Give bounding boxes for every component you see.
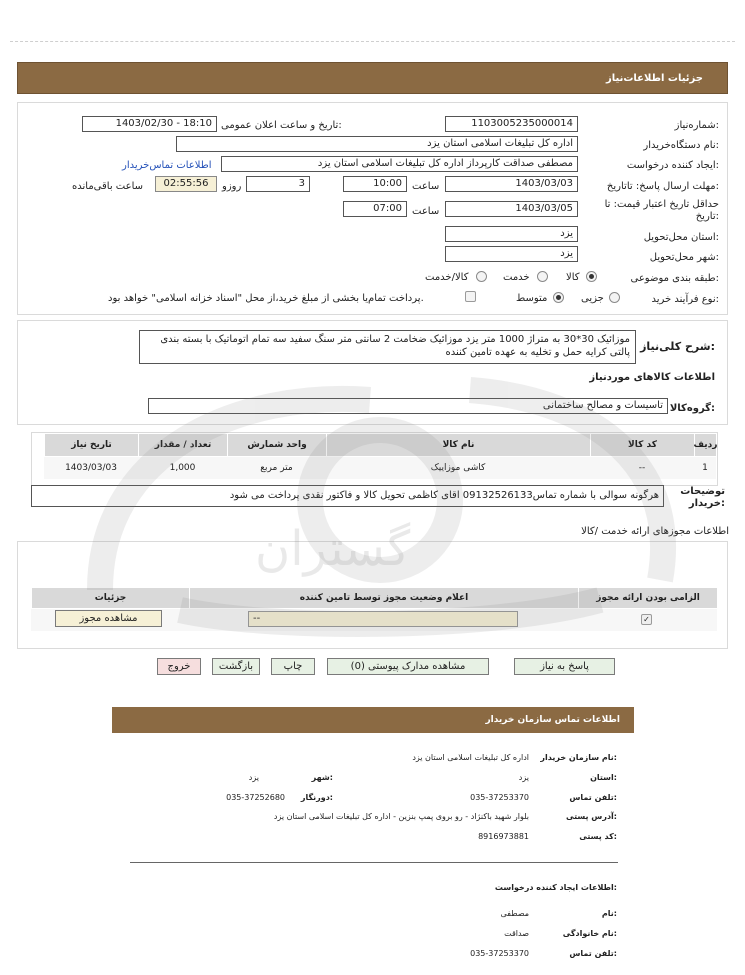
category-radio-service[interactable]: [537, 271, 548, 282]
contact-postal-value: 8916973881: [478, 832, 529, 841]
days-label: روزو: [222, 181, 242, 192]
cell-row: 1: [702, 463, 708, 473]
process-radio-medium[interactable]: [553, 292, 564, 303]
permits-table-header: [31, 588, 717, 608]
creator-family-value: صداقت: [504, 929, 529, 938]
creator-name-value: مصطفی: [500, 909, 529, 918]
validity-label: حداقل تاریخ اعتبار قیمت: تا تاریخ:: [604, 199, 719, 222]
validity-time-field: 07:00: [343, 201, 407, 217]
treasury-checkbox[interactable]: [465, 291, 476, 302]
process-option-minor: جزیی: [581, 293, 604, 304]
payment-note: پرداخت تمام‌یا بخشی از مبلغ خرید،از محل "اسناد خزانه اسلامی" خواهد بود.: [108, 293, 424, 304]
cell-name: کاشی موزاییک: [430, 463, 486, 473]
summary-text: موزائیک 30*30 به متراژ 1000 متر یزد موزائیک ضخامت 2 سانتی متر سنگ سفید سه تمام اتوماتیک با بسته بندی پالتی کرایه حمل و تخلیه به عهده تامین کننده: [139, 330, 636, 364]
col-permit-required: الزامی بودن ارائه مجوز: [578, 588, 717, 608]
goods-table-header: [44, 434, 716, 456]
print-button[interactable]: چاپ: [271, 658, 315, 675]
contact-postal-label: کد پستی:: [579, 832, 617, 841]
validity-time-label: ساعت: [412, 206, 440, 217]
contact-city-value: یزد: [248, 773, 259, 782]
view-permit-button[interactable]: مشاهده مجوز: [55, 610, 162, 627]
category-option-both: کالا/خدمت: [425, 272, 469, 283]
buyer-contact-link[interactable]: اطلاعات تماس‌خریدار: [122, 160, 212, 171]
city-label: شهر محل‌تحویل:: [649, 252, 719, 263]
col-qty: تعداد / مقدار: [138, 434, 227, 456]
permit-status-field: --: [248, 611, 518, 627]
contact-fax-value: 035-37252680: [226, 793, 285, 802]
group-label: گروه‌کالا:: [669, 403, 715, 414]
deadline-time-field: 10:00: [343, 176, 407, 192]
buyer-org-label: نام دستگاه‌خریدار:: [643, 140, 719, 151]
category-radio-goods[interactable]: [586, 271, 597, 282]
creator-family-label: نام خانوادگی:: [562, 929, 617, 938]
col-unit: واحد شمارش: [227, 434, 326, 456]
need-number-label: شماره‌نیاز:: [674, 120, 719, 131]
permits-title: اطلاعات مجوزهای ارائه خدمت /کالا: [581, 526, 729, 537]
cell-code: --: [638, 463, 646, 473]
creator-name-label: نام:: [601, 909, 617, 918]
creator-phone-label: تلفن تماس:: [569, 949, 617, 958]
contact-phone-value: 035-37253370: [470, 793, 529, 802]
contact-province-label: استان:: [590, 773, 617, 782]
contact-divider: [130, 862, 618, 863]
contact-address-value: بلوار شهید باکنژاد - رو بروی پمپ بنزین - اداره کل تبلیغات اسلامی استان یزد: [273, 812, 529, 821]
process-option-medium: متوسط: [516, 293, 548, 304]
col-code: کد کالا: [590, 434, 694, 456]
contact-header: [112, 707, 634, 733]
contact-title: اطلاعات تماس سازمان خریدار: [485, 715, 620, 725]
creator-field: مصطفی صداقت کارپرداز اداره کل تبلیغات اسلامی استان یزد: [221, 156, 578, 172]
process-label: نوع فرآیند خرید:: [651, 294, 719, 305]
contact-address-label: آدرس پستی:: [566, 812, 617, 821]
col-date: تاریخ نیاز: [44, 434, 138, 456]
permit-required-checkbox: ✓: [641, 614, 652, 625]
contact-fax-label: دورنگار:: [300, 793, 333, 802]
goods-info-title: اطلاعات کالاهای موردنیاز: [589, 372, 715, 383]
back-button[interactable]: بازگشت: [212, 658, 260, 675]
deadline-date-field: 1403/03/03: [445, 176, 578, 192]
category-label: طبقه بندی موضوعی:: [630, 273, 719, 284]
col-name: نام کالا: [326, 434, 590, 456]
category-option-goods: کالا: [566, 272, 580, 283]
col-permit-status: اعلام وضعیت مجوز توسط تامین کننده: [189, 588, 578, 608]
reply-button[interactable]: پاسخ به نیاز: [514, 658, 615, 675]
creator-info-title: اطلاعات ایجاد کننده درخواست:: [494, 883, 617, 892]
page-title: جزئیات اطلاعات‌نیاز: [606, 72, 703, 84]
remaining-time-field: 02:55:56: [155, 176, 217, 192]
deadline-time-label: ساعت: [412, 181, 440, 192]
city-field: یزد: [445, 246, 578, 262]
contact-city-label: شهر:: [311, 773, 333, 782]
buyer-notes-label: توضیحات خریدار:: [680, 486, 725, 509]
days-field: 3: [246, 176, 310, 192]
page-header: [17, 62, 728, 94]
summary-label: شرح کلی‌نیاز:: [640, 340, 715, 353]
top-divider: [10, 41, 735, 42]
buyer-org-field: اداره کل تبلیغات اسلامی استان یزد: [176, 136, 578, 152]
announce-field: 1403/02/30 - 18:10: [82, 116, 217, 132]
creator-phone-value: 035-37253370: [470, 949, 529, 958]
col-row: ردیف: [694, 434, 716, 456]
cell-unit: متر مربع: [260, 463, 293, 473]
cell-qty: 1,000: [169, 463, 196, 473]
col-permit-details: جزئیات: [31, 588, 189, 608]
contact-province-value: یزد: [518, 773, 529, 782]
category-option-service: خدمت: [503, 272, 530, 283]
validity-date-field: 1403/03/05: [445, 201, 578, 217]
group-field: تاسیسات و مصالح ساختمانی: [148, 398, 668, 414]
contact-org-value: اداره کل تبلیغات اسلامی استان یزد: [412, 753, 529, 762]
table-row: [44, 457, 716, 479]
contact-org-label: نام سازمان خریدار:: [540, 753, 617, 762]
province-label: استان محل‌تحویل:: [643, 232, 719, 243]
attachments-button[interactable]: مشاهده مدارک پیوستی (0): [327, 658, 489, 675]
category-radio-both[interactable]: [476, 271, 487, 282]
announce-label: تاریخ و ساعت اعلان عمومی:: [221, 120, 342, 131]
contact-phone-label: تلفن تماس:: [569, 793, 617, 802]
exit-button[interactable]: خروج: [157, 658, 201, 675]
creator-label: ایجاد کننده درخواست:: [626, 160, 719, 171]
deadline-label: مهلت ارسال پاسخ: تاتاریخ:: [606, 181, 719, 192]
province-field: یزد: [445, 226, 578, 242]
remaining-label: ساعت باقی‌مانده: [72, 181, 144, 192]
buyer-notes-text: هرگونه سوالی با شماره تماس09132526133 اقای کاظمی تحویل کالا و فاکتور نقدی پرداخت می شود: [31, 485, 664, 507]
need-number-field: 1103005235000014: [445, 116, 578, 132]
cell-date: 1403/03/03: [65, 463, 117, 473]
process-radio-minor[interactable]: [609, 292, 620, 303]
